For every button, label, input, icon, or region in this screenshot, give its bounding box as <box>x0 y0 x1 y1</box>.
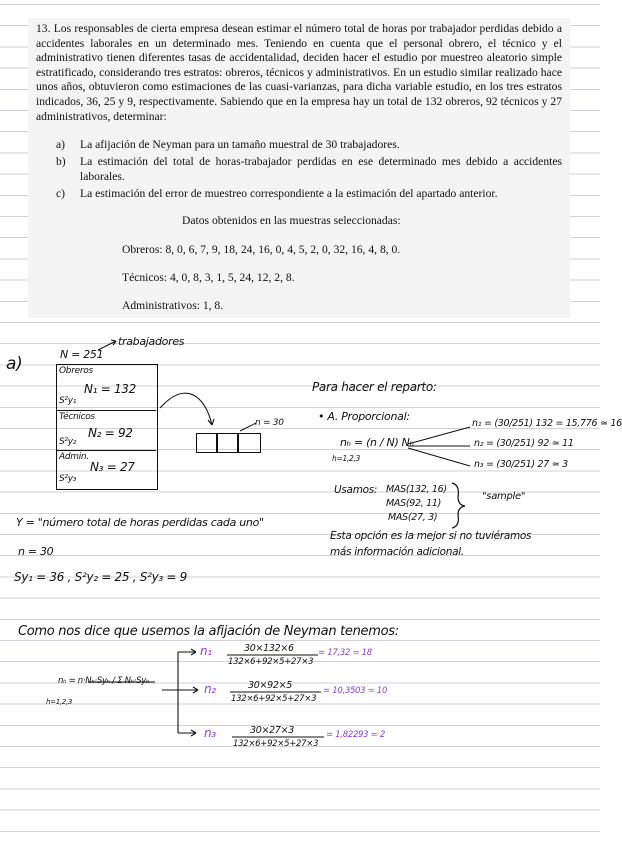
proporcional-heading: • A. Proporcional: <box>318 410 410 423</box>
stratum-tecnicos-name: Técnicos <box>59 412 95 422</box>
reparto-heading: Para hacer el reparto: <box>312 380 437 394</box>
proportional-n3: n₃ = (30/251) 27 ≃ 3 <box>474 459 568 470</box>
mas-1: MAS(132, 16) <box>386 484 447 495</box>
neyman-n2-denominator: 132×6+92×5+27×3 <box>231 694 317 704</box>
neyman-n1-label: n₁ <box>200 644 212 658</box>
tecnicos-data: Técnicos: 4, 0, 8, 3, 1, 5, 24, 12, 2, 8. <box>122 271 295 284</box>
neyman-n1-result: = 17,32 ≃ 18 <box>318 648 372 658</box>
usamos-label: Usamos: <box>334 484 378 496</box>
h-range: h=1,2,3 <box>332 454 361 463</box>
sample-cell <box>216 433 239 453</box>
neyman-n2-result: = 10,3503 ≃ 10 <box>323 686 388 696</box>
problem-paragraph: 13. Los responsables de cierta empresa desean estimar el número total de horas por trabajador perdidas debido a accidentes laborales en un determinado mes. Teniendo en cuenta que el personal obrero, el técnico y el administrativo tienen diferentes tasas de accidentalidad, deciden hacer el estudio por muestreo aleatorio simple estratificado, considerando tres estratos: obreros, técnicos y administrativos. En un estudio similar realizado hace unos años, obtuvieron como estimaciones de las cuasi-varianzas, para dicha variable estudio, en los tres estratos indicados, 36, 25 y 9, respectivamente. Sabiendo que en la empresa hay un total de 132 obreros, 92 técnicos y 27 administrativos, determinar: <box>36 22 562 123</box>
neyman-n1-denominator: 132×6+92×5+27×3 <box>228 657 314 667</box>
question-label: a) <box>56 138 66 151</box>
proportional-n1: n₁ = (30/251) 132 = 15,776 ≃ 16 <box>472 418 622 429</box>
h-range-neyman: h=1,2,3 <box>46 698 73 706</box>
stratum-obreros-variance: S²y₁ <box>59 396 77 406</box>
sample-cell <box>196 433 218 453</box>
neyman-n3-numerator: 30×27×3 <box>250 725 295 736</box>
sample-note: "sample" <box>482 491 526 502</box>
mas-3: MAS(27, 3) <box>388 512 438 523</box>
stratum-admin-variance: S²y₃ <box>59 474 77 484</box>
neyman-n2-numerator: 30×92×5 <box>248 680 293 691</box>
neyman-n3-label: n₃ <box>204 726 216 740</box>
neyman-formula: nₕ = n·Nₕ·Syₕ / Σ Nₕ·Syₕ <box>58 676 150 686</box>
stratum-admin-size: N₃ = 27 <box>90 460 135 474</box>
administrativos-data: Administrativos: 1, 8. <box>122 299 224 312</box>
neyman-intro: Como nos dice que usemos la afijación de Neyman tenemos: <box>18 624 399 639</box>
sample-cell <box>237 433 261 453</box>
stratum-admin-name: Admin. <box>59 452 89 462</box>
stratum-tecnicos-variance: S²y₂ <box>59 437 77 447</box>
quasi-variances: Sy₁ = 36 , S²y₂ = 25 , S²y₃ = 9 <box>14 570 188 584</box>
variable-definition: Y = "número total de horas perdidas cada uno" <box>16 516 264 529</box>
stratum-obreros-name: Obreros <box>59 366 93 376</box>
neyman-n3-denominator: 132×6+92×5+27×3 <box>233 739 319 749</box>
best-option-line-1: Esta opción es la mejor si no tuviéramos <box>330 530 532 542</box>
proportional-formula: nₕ = (n / N) Nₕ <box>340 436 414 449</box>
question-text: La estimación del total de horas-trabajador perdidas en ese determinado mes debido a accidentes laborales. <box>80 154 562 183</box>
neyman-n2-label: n₂ <box>204 682 216 696</box>
neyman-n3-result: = 1,82293 ≃ 2 <box>326 730 386 740</box>
mas-2: MAS(92, 11) <box>386 498 442 509</box>
question-label: c) <box>56 186 66 200</box>
stratum-obreros-size: N₁ = 132 <box>84 382 136 396</box>
neyman-n1-numerator: 30×132×6 <box>244 643 294 654</box>
stratum-tecnicos-size: N₂ = 92 <box>88 426 133 440</box>
part-a-label: a) <box>6 354 23 374</box>
proportional-n2: n₂ = (30/251) 92 ≃ 11 <box>474 438 574 449</box>
question-text: La afijación de Neyman para un tamaño muestral de 30 trabajadores. <box>80 138 400 151</box>
sample-size-label: n = 30 <box>255 418 284 428</box>
question-text: La estimación del error de muestreo correspondiente a la estimación del apartado anterior. <box>80 186 498 200</box>
question-label: b) <box>56 154 66 168</box>
data-heading: Datos obtenidos en las muestras seleccionadas: <box>182 214 401 227</box>
sample-size: n = 30 <box>18 545 54 558</box>
population-size: N = 251 <box>60 348 104 361</box>
best-option-line-2: más información adicional. <box>330 546 464 558</box>
obreros-data: Obreros: 8, 0, 6, 7, 9, 18, 24, 16, 0, 4, 5, 2, 0, 32, 16, 4, 8, 0. <box>122 243 401 256</box>
trabajadores-label: trabajadores <box>118 335 185 348</box>
